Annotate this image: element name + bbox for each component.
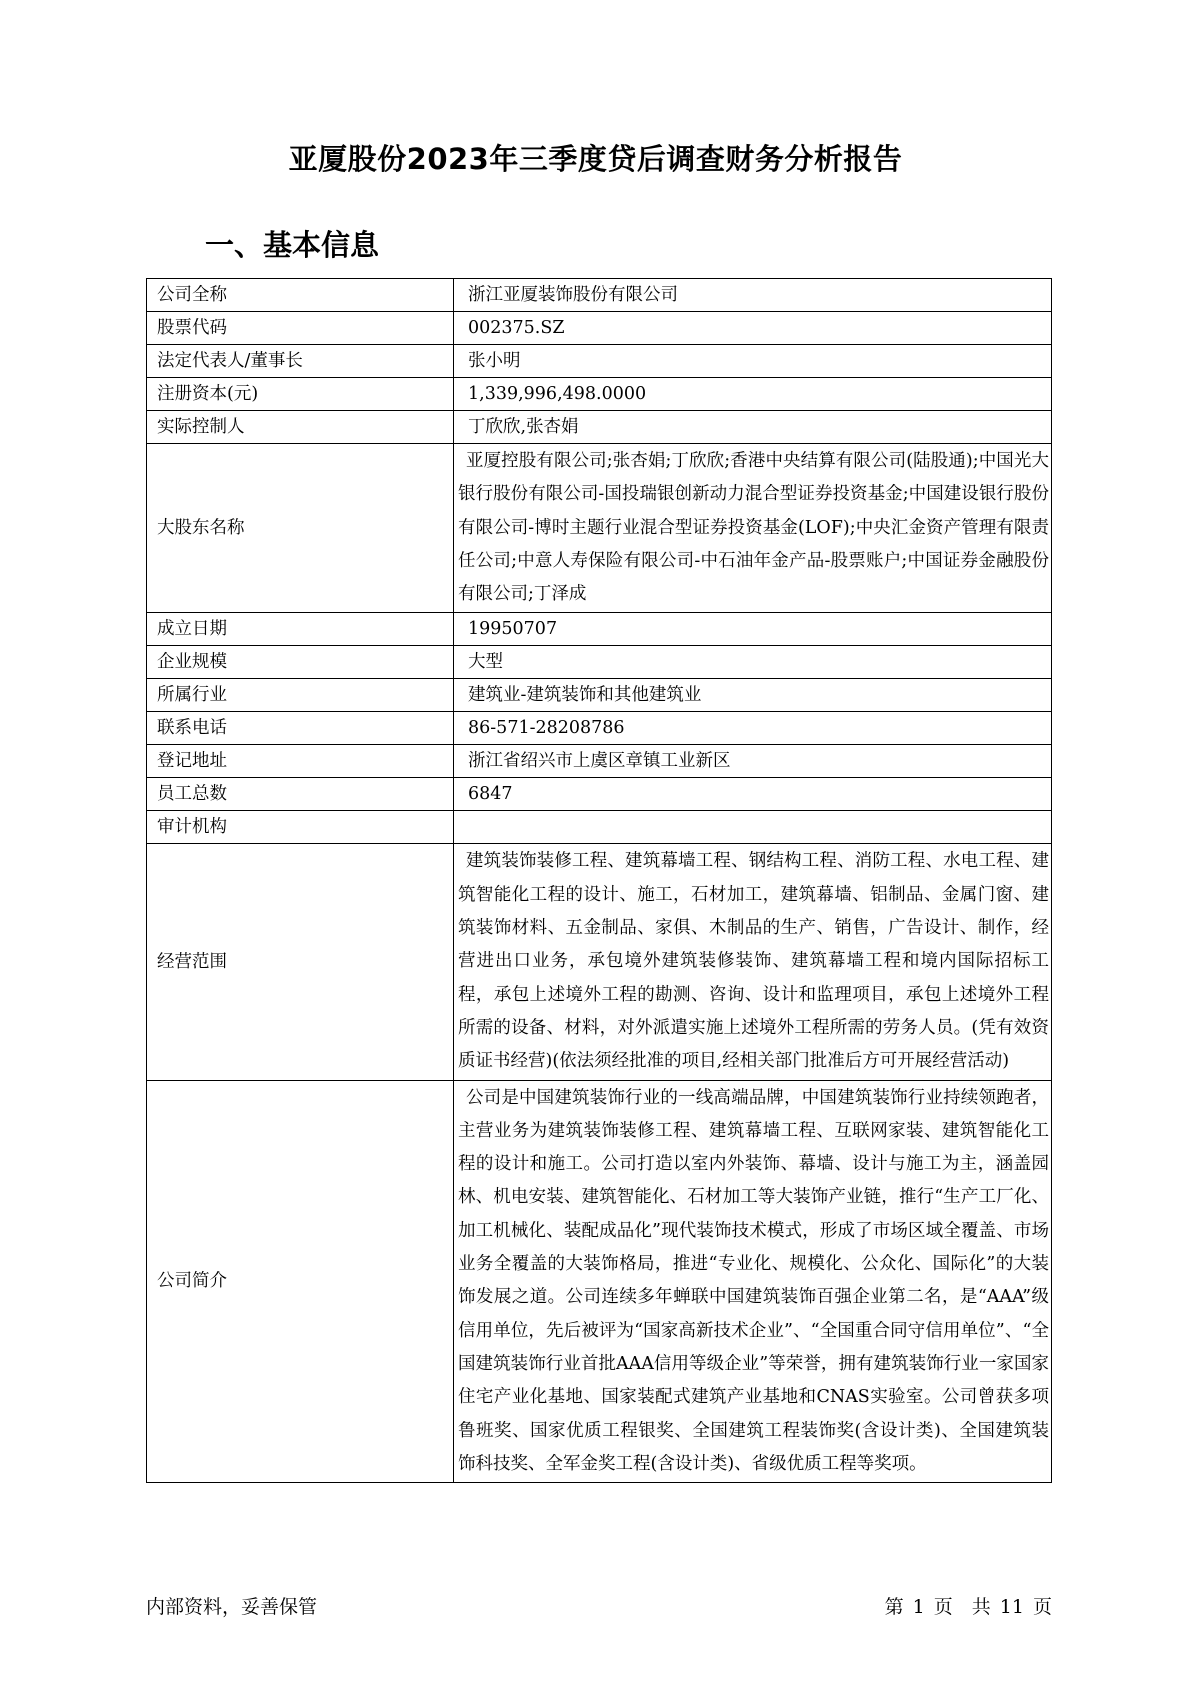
footer-confidential: 内部资料，妥善保管 bbox=[146, 1596, 318, 1618]
row-value: 建筑装饰装修工程、建筑幕墙工程、钢结构工程、消防工程、水电工程、建筑智能化工程的设计、施工，石材加工，建筑幕墙、铝制品、金属门窗、建筑装饰材料、五金制品、家俱、木制品的生产、销售，广告设计、制作，经营进出口业务，承包境外建筑装修装饰、建筑幕墙工程和境内国际招标工程，承包上述境外工程的勘测、咨询、设计和监理项目，承包上述境外工程所需的设备、材料，对外派遣实施上述境外工程所需的劳务人员。(凭有效资质证书经营)(依法须经批准的项目,经相关部门批准后方可开展经营活动) bbox=[454, 844, 1052, 1080]
row-label: 企业规模 bbox=[147, 646, 454, 679]
row-value: 丁欣欣,张杏娟 bbox=[454, 411, 1052, 444]
table-row bbox=[147, 745, 1052, 778]
table-row bbox=[147, 279, 1052, 312]
footer-page-number: 第 1 页 共 11 页 bbox=[884, 1596, 1052, 1618]
row-label: 所属行业 bbox=[147, 679, 454, 712]
row-label: 注册资本(元) bbox=[147, 378, 454, 411]
row-label: 大股东名称 bbox=[147, 444, 454, 613]
table-row bbox=[147, 646, 1052, 679]
row-label: 公司全称 bbox=[147, 279, 454, 312]
table-row bbox=[147, 1080, 1052, 1483]
row-label: 联系电话 bbox=[147, 712, 454, 745]
row-value: 002375.SZ bbox=[454, 312, 1052, 345]
table-row bbox=[147, 411, 1052, 444]
row-value bbox=[454, 811, 1052, 844]
row-value: 浙江亚厦装饰股份有限公司 bbox=[454, 279, 1052, 312]
row-value: 建筑业-建筑装饰和其他建筑业 bbox=[454, 679, 1052, 712]
table-row bbox=[147, 378, 1052, 411]
row-value: 1,339,996,498.0000 bbox=[454, 378, 1052, 411]
table-row bbox=[147, 811, 1052, 844]
row-label: 法定代表人/董事长 bbox=[147, 345, 454, 378]
table-row bbox=[147, 444, 1052, 613]
row-value: 张小明 bbox=[454, 345, 1052, 378]
table-row bbox=[147, 712, 1052, 745]
row-label: 员工总数 bbox=[147, 778, 454, 811]
row-value: 大型 bbox=[454, 646, 1052, 679]
table-row bbox=[147, 778, 1052, 811]
row-value: 公司是中国建筑装饰行业的一线高端品牌，中国建筑装饰行业持续领跑者，主营业务为建筑装饰装修工程、建筑幕墙工程、互联网家装、建筑智能化工程的设计和施工。公司打造以室内外装饰、幕墙、设计与施工为主，涵盖园林、机电安装、建筑智能化、石材加工等大装饰产业链，推行“生产工厂化、加工机械化、装配成品化”现代装饰技术模式，形成了市场区域全覆盖、市场业务全覆盖的大装饰格局，推进“专业化、规模化、公众化、国际化”的大装饰发展之道。公司连续多年蝉联中国建筑装饰百强企业第二名，是“AAA”级信用单位，先后被评为“国家高新技术企业”、“全国重合同守信用单位”、“全国建筑装饰行业首批AAA信用等级企业”等荣誉，拥有建筑装饰行业一家国家住宅产业化基地、国家装配式建筑产业基地和CNAS实验室。公司曾获多项鲁班奖、国家优质工程银奖、全国建筑工程装饰奖(含设计类)、全国建筑装饰科技奖、全军金奖工程(含设计类)、省级优质工程等奖项。 bbox=[454, 1080, 1052, 1483]
row-label: 成立日期 bbox=[147, 613, 454, 646]
row-label: 股票代码 bbox=[147, 312, 454, 345]
row-value: 浙江省绍兴市上虞区章镇工业新区 bbox=[454, 745, 1052, 778]
row-label: 实际控制人 bbox=[147, 411, 454, 444]
table-row bbox=[147, 312, 1052, 345]
row-value: 86-571-28208786 bbox=[454, 712, 1052, 745]
row-label: 登记地址 bbox=[147, 745, 454, 778]
section-heading: 一、基本信息 bbox=[205, 228, 380, 262]
table-row bbox=[147, 844, 1052, 1080]
row-value: 亚厦控股有限公司;张杏娟;丁欣欣;香港中央结算有限公司(陆股通);中国光大银行股份有限公司-国投瑞银创新动力混合型证券投资基金;中国建设银行股份有限公司-博时主题行业混合型证券投资基金(LOF);中央汇金资产管理有限责任公司;中意人寿保险有限公司-中石油年金产品-股票账户;中国证券金融股份有限公司;丁泽成 bbox=[454, 444, 1052, 613]
table-row bbox=[147, 679, 1052, 712]
row-label: 审计机构 bbox=[147, 811, 454, 844]
table-row bbox=[147, 345, 1052, 378]
basic-info-table bbox=[146, 278, 1052, 1483]
row-label: 公司简介 bbox=[147, 1080, 454, 1483]
table-row bbox=[147, 613, 1052, 646]
row-label: 经营范围 bbox=[147, 844, 454, 1080]
report-title: 亚厦股份2023年三季度贷后调查财务分析报告 bbox=[288, 142, 903, 176]
row-value: 6847 bbox=[454, 778, 1052, 811]
row-value: 19950707 bbox=[454, 613, 1052, 646]
